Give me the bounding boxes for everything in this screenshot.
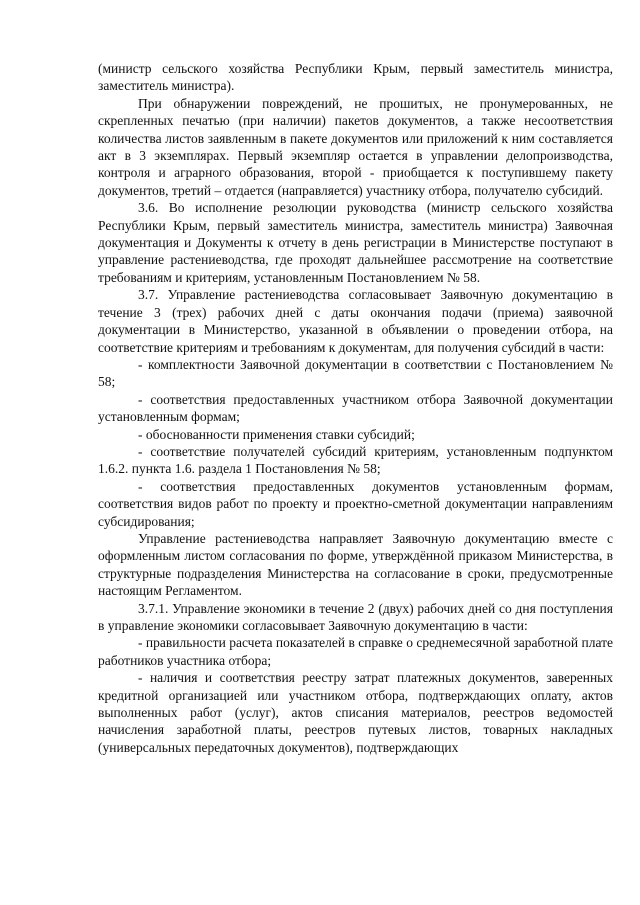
- paragraph-3-6: 3.6. Во исполнение резолюции руководства (министр сельского хозяйства Республики Крым, первый заместитель министра, заместитель министра) Заявочная документация и Документы к отчету в день регистрации в Министерстве поступают в управление растениеводства, где проходят дальнейшее рассмотрение на соответствие требованиям и критериям, установленным Постановлением № 58.: [98, 200, 613, 285]
- paragraph-3-7: 3.7. Управление растениеводства согласовывает Заявочную документацию в течение 3 (трех) рабочих дней с даты окончания подачи (приема) заявочной документации в Министерство, указанной в объявлении о проведении отбора, на соответствие критериям и требованиям к документам, для получения субсидий в части:: [98, 287, 613, 355]
- paragraph-2: При обнаружении повреждений, не прошитых, не пронумерованных, не скрепленных печатью (при наличии) пакетов документов, а также несоответствия количества листов заявленным в пакете документов или приложений к ним составляется акт в 3 экземплярах. Первый экземпляр остается в управлении делопроизводства, контроля и аграрного образования, второй - приобщается к поступившему пакету документов, третий – отдается (направляется) участнику отбора, получателю субсидий.: [98, 95, 613, 198]
- list-item: - правильности расчета показателей в справке о среднемесячной заработной плате работников участника отбора;: [98, 635, 613, 668]
- list-item: - соответствие получателей субсидий критериям, установленным подпунктом 1.6.2. пункта 1.6. раздела 1 Постановления № 58;: [98, 443, 613, 477]
- paragraph-3-7-1: 3.7.1. Управление экономики в течение 2 (двух) рабочих дней со дня поступления в управление экономики согласовывает Заявочную документацию в части:: [98, 600, 613, 633]
- list-item: - соответствия предоставленных документов установленным формам, соответствия видов работ по проекту и проектно-сметной документации направлениям субсидирования;: [98, 478, 613, 529]
- paragraph-1: (министр сельского хозяйства Республики Крым, первый заместитель министра, заместитель министра).: [98, 61, 613, 94]
- paragraph-directs: Управление растениеводства направляет Заявочную документацию вместе с оформленным листом согласования по форме, утверждённой приказом Министерства, в структурные подразделения Министерства на согласование в сроки, предусмотренные настоящим Регламентом.: [98, 530, 613, 599]
- list-item: - наличия и соответствия реестру затрат платежных документов, заверенных кредитной организацией или участником отбора, подтверждающих оплату, актов выполненных работ (услуг), актов списания материалов, реестров ведомостей начисления заработной платы, реестров путевых листов, товарных накладных (универсальных передаточных документов), подтверждающих: [98, 670, 613, 755]
- list-item: - соответствия предоставленных участником отбора Заявочной документации установленным формам;: [98, 391, 613, 425]
- list-item: - обоснованности применения ставки субсидий;: [138, 426, 415, 442]
- list-item: - комплектности Заявочной документации в соответствии с Постановлением № 58;: [98, 356, 613, 390]
